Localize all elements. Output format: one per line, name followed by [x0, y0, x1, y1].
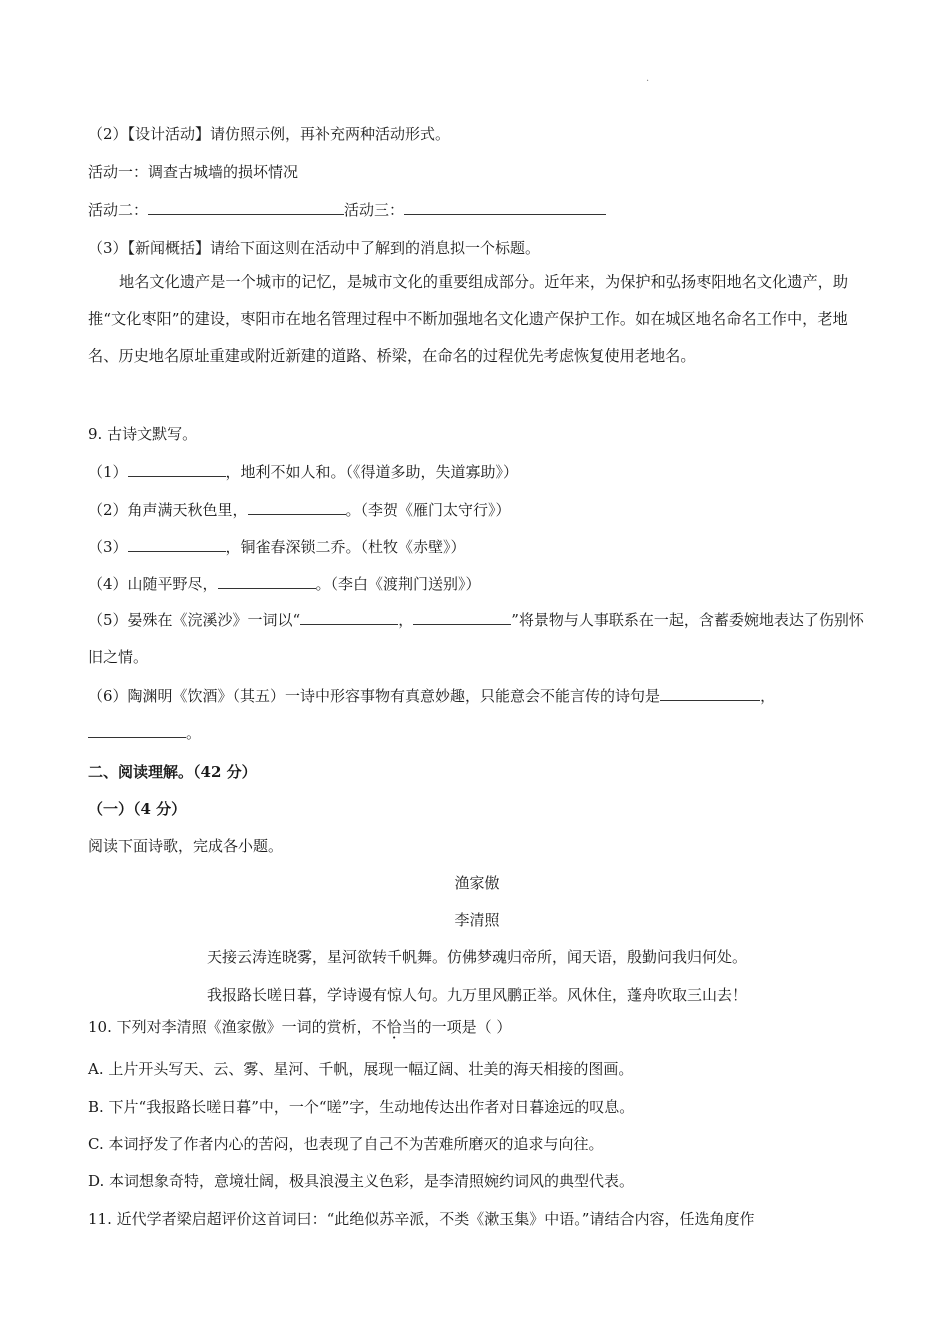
q10-stem: [88, 1017, 511, 1037]
q9-item-6-comma: ，: [760, 687, 776, 705]
corner-mark: ·: [646, 76, 650, 87]
q9-item-5: [88, 602, 878, 676]
q9-item-6: [88, 678, 878, 752]
q9-item-1: [88, 462, 518, 482]
q9-title: 9. 古诗文默写。: [88, 425, 198, 443]
q8-news-summary-prompt: （3）【新闻概括】请给下面这则在活动中了解到的消息拟一个标题。: [88, 239, 541, 257]
q9-item-2-text-a: （2）角声满天秋色里，: [88, 501, 248, 519]
activity-three-label: 活动三：: [344, 201, 405, 219]
q9-item-3-text: ，铜雀春深锁二乔。（杜牧《赤壁》）: [225, 538, 466, 556]
poem-line-2: 我报路长嗟日暮，学诗谩有惊人句。九万里风鹏正举。风休住，蓬舟吹取三山去！: [206, 986, 747, 1004]
q10-stem-text-a: 10. 下列对李清照《渔家傲》一词的赏析，: [88, 1018, 372, 1036]
q9-item-1-number: （1）: [88, 463, 128, 481]
q9-item-1-blank[interactable]: [128, 462, 226, 477]
q9-item-5-blank-1[interactable]: [300, 610, 398, 625]
q10-option-d[interactable]: D. 本词想象奇特，意境壮阔，极具浪漫主义色彩，是李清照婉约词风的典型代表。: [88, 1172, 635, 1190]
poem-title: 渔家傲: [454, 874, 500, 892]
section-two-part-one: （一）（4 分）: [88, 800, 187, 818]
q9-item-5-comma: ，: [398, 611, 414, 629]
poem-line-1: 天接云涛连晓雾，星河欲转千帆舞。仿佛梦魂归帝所，闻天语，殷勤问我归何处。: [206, 948, 747, 966]
q9-item-4-text-b: 。（李白《渡荆门送别》）: [315, 575, 481, 593]
q9-item-5-text-b: ”将景物与人事联系在一起，含蓄委婉地表达了伤别怀旧之情。: [88, 611, 864, 666]
q10-option-a[interactable]: A. 上片开头写天、云、雾、星河、千帆，展现一幅辽阔、壮美的海天相接的图画。: [88, 1060, 634, 1078]
q9-item-6-blank-1[interactable]: [660, 686, 760, 701]
section-two-heading: 二、阅读理解。（42 分）: [88, 763, 257, 781]
poem-author: 李清照: [454, 911, 500, 929]
q9-item-2-blank[interactable]: [248, 500, 346, 515]
q10-emphasis: 不恰当: [371, 1018, 417, 1036]
reading-instruction: 阅读下面诗歌，完成各小题。: [88, 837, 284, 855]
news-paragraph: 地名文化遗产是一个城市的记忆，是城市文化的重要组成部分。近年来，为保护和弘扬枣阳地名文化遗产，助推“文化枣阳”的建设，枣阳市在地名管理过程中不断加强地名文化遗产保护工作。如在城区地名命名工作中，老地名、历史地名原址重建或附近新建的道路、桥梁，在命名的过程优先考虑恢复使用老地名。: [88, 273, 848, 365]
q9-item-5-blank-2[interactable]: [413, 610, 511, 625]
q9-item-4: [88, 574, 481, 594]
activity-two-blank[interactable]: [148, 200, 344, 215]
q9-item-6-text-a: （6）陶渊明《饮酒》（其五）一诗中形容事物有真意妙趣，只能意会不能言传的诗句是: [88, 687, 661, 705]
q11-stem: 11. 近代学者梁启超评价这首词曰：“此绝似苏辛派，不类《漱玉集》中语。”请结合内容，任选角度作: [88, 1210, 755, 1228]
q9-item-6-period: 。: [186, 724, 202, 742]
q9-item-3: [88, 537, 466, 557]
activity-two-label: 活动二：: [88, 201, 149, 219]
q9-item-4-blank[interactable]: [218, 574, 316, 589]
q10-option-c[interactable]: C. 本词抒发了作者内心的苦闷，也表现了自己不为苦难所磨灭的追求与向往。: [88, 1135, 604, 1153]
q9-item-6-blank-2[interactable]: [88, 723, 186, 738]
activity-two-three-row: [88, 200, 606, 220]
q9-item-2-text-b: 。（李贺《雁门太守行》）: [345, 501, 511, 519]
q10-stem-text-b: 的一项是（ ）: [416, 1018, 512, 1036]
activity-three-blank[interactable]: [404, 200, 606, 215]
q8-design-activity-prompt: （2）【设计活动】请仿照示例，再补充两种活动形式。: [88, 125, 451, 143]
q9-item-3-number: （3）: [88, 538, 128, 556]
q10-option-b[interactable]: B. 下片“我报路长嗟日暮”中，一个“嗟”字，生动地传达出作者对日暮途远的叹息。: [88, 1098, 635, 1116]
q9-item-4-text-a: （4）山随平野尽，: [88, 575, 218, 593]
q9-item-3-blank[interactable]: [128, 537, 226, 552]
q9-item-1-text: ，地利不如人和。（《得道多助，失道寡助》）: [225, 463, 519, 481]
q9-item-2: [88, 500, 511, 520]
q9-item-5-text-a: （5）晏殊在《浣溪沙》一词以“: [88, 611, 301, 629]
activity-one: 活动一：调查古城墙的损坏情况: [88, 163, 299, 181]
